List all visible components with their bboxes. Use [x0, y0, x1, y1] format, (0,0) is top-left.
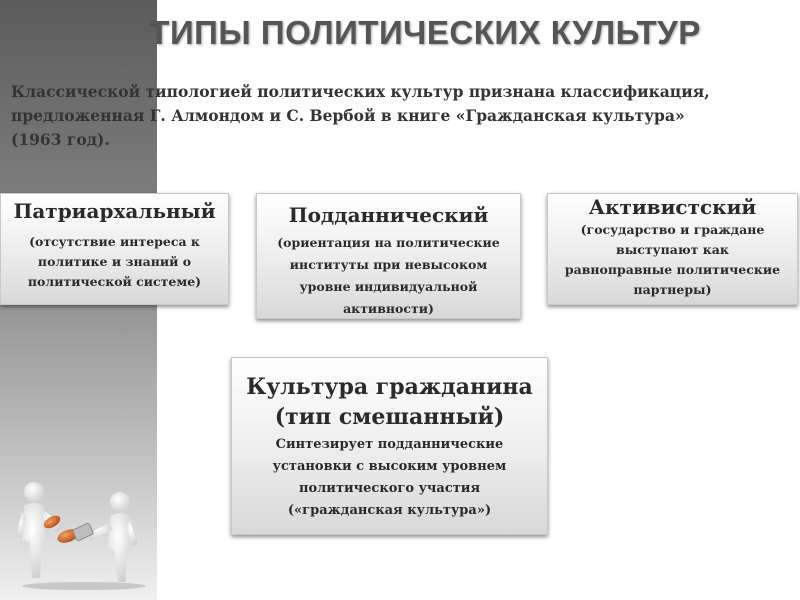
type-title: Активистский [588, 195, 757, 219]
type-desc-line: уровне индивидуальной [299, 279, 478, 294]
type-box-activist [547, 193, 798, 305]
type-desc-line: политической системе) [27, 274, 202, 289]
civic-title-line: (тип смешанный) [274, 404, 505, 430]
intro-line: Классической типологией политических культур признана классификация, [11, 82, 710, 101]
type-desc-line: равноправные политические [564, 262, 781, 277]
type-desc-line: (государство и граждане [580, 222, 765, 237]
type-desc-line: выступают как [616, 242, 729, 257]
civic-desc-line: политического участия [298, 481, 481, 496]
intro-line: предложенная Г. Алмондом и С. Вербой в книге «Гражданская культура» [11, 106, 685, 125]
civic-desc-line: («гражданская культура») [287, 503, 492, 518]
type-box-subject [256, 193, 521, 319]
intro-text [11, 80, 791, 152]
type-title: Подданнический [288, 203, 489, 227]
slide-title: ТИПЫ ПОЛИТИЧЕСКИХ КУЛЬТУР [149, 14, 701, 51]
civic-desc-line: установки с высоким уровнем [272, 459, 507, 474]
two-figures-handshake-icon [14, 478, 154, 590]
type-desc-line: институты при невысоком [289, 257, 488, 272]
type-desc-line: активности) [343, 301, 434, 316]
type-desc-line: (ориентация на политические [277, 235, 500, 250]
type-title: Патриархальный [13, 199, 216, 223]
type-box-patriarchal [0, 193, 229, 305]
type-desc-line: партнеры) [633, 282, 712, 297]
type-desc-line: (отсутствие интереса к [29, 234, 200, 249]
civic-title-line: Культура гражданина [246, 374, 533, 400]
type-box-civic [231, 357, 548, 535]
civic-desc-line: Синтезирует подданнические [275, 437, 504, 452]
intro-line: (1963 год). [11, 130, 110, 149]
type-desc-line: политике и знаний о [37, 254, 192, 269]
